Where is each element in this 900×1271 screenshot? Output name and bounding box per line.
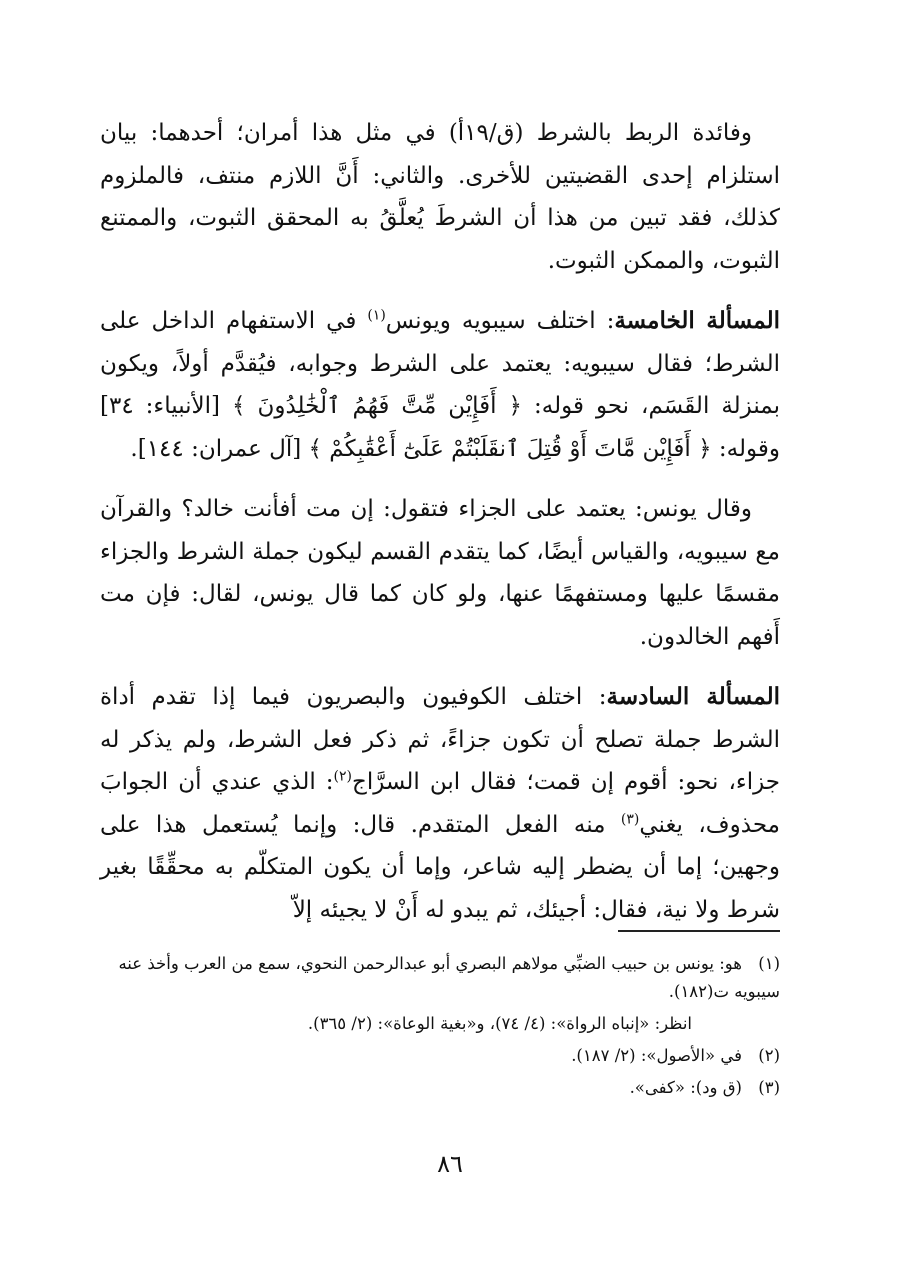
main-text — [100, 112, 780, 949]
footnote-1-reference — [100, 1010, 780, 1038]
footnote-text: في «الأصول»: (٢/ ١٨٧). — [571, 1046, 742, 1065]
paragraph-4 — [100, 676, 780, 931]
footnote-text: انظر: «إنباه الرواة»: (٤/ ٧٤)، و«بغية الوعاة»: (٢/ ٣٦٥). — [307, 1014, 692, 1033]
footnote-ref-3: (٣) — [620, 810, 640, 827]
footnotes — [100, 950, 780, 1106]
paragraph-2 — [100, 300, 780, 470]
paragraph-4-text-a: : اختلف الكوفيون والبصريون فيما إذا تقدم أداة الشرط جملة تصلح أن تكون جزاءً، ثم ذكر فعل الشرط، ولم يذكر له جزاء، نحو: أقوم إن قمت؛ فقال ابن السرَّاج — [100, 684, 780, 795]
footnote-3 — [100, 1074, 780, 1102]
paragraph-2-text-b: في الاستفهام الداخل على الشرط؛ فقال سيبويه: يعتمد على الشرط وجوابه، فيُقدَّم أولاً، ويكون بمنزلة القَسَم، نحو قوله: ﴿ أَفَإِيْن مِّتَّ فَهُمُ ٱلْخَٰلِدُونَ ﴾ [الأنبياء: ٣٤] وقوله: ﴿ أَفَإِيْن مَّاتَ أَوْ قُتِلَ ٱنقَلَبْتُمْ عَلَىٰٓ أَعْقَٰبِكُمْ ﴾ [آل عمران: ١٤٤]. — [100, 308, 780, 462]
footnote-2 — [100, 1042, 780, 1070]
footnote-text: (ق ود): «كفى». — [629, 1078, 742, 1097]
footnote-number: (١) — [758, 954, 780, 973]
footnote-1 — [100, 950, 780, 1006]
paragraph-1: وفائدة الربط بالشرط (ق/١٩أ) في مثل هذا أمران؛ أحدهما: بيان استلزام إحدى القضيتين للأخرى. والثاني: أَنَّ اللازم منتف، فالملزوم كذلك، فقد تبين من هذا أن الشرطَ يُعلَّقُ به المحقق الثبوت، والممتنع الثبوت، والممكن الثبوت. — [100, 120, 780, 274]
footnote-ref-1: (١) — [367, 307, 386, 324]
footnote-separator — [618, 930, 780, 932]
footnote-number: (٢) — [758, 1046, 780, 1065]
footnote-number: (٣) — [758, 1078, 780, 1097]
footnote-text: هو: يونس بن حبيب الضبِّي مولاهم البصري أبو عبدالرحمن النحوي، سمع من العرب وأخذ عنه سيبويه ت(١٨٢). — [118, 954, 780, 1001]
issue-heading-fifth: المسألة الخامسة — [614, 307, 780, 334]
paragraph-4-text-b: : الذي عندي أن الجوابَ محذوف، يغني — [100, 769, 780, 838]
paragraph-3: وقال يونس: يعتمد على الجزاء فتقول: إن مت أفأنت خالد؟ والقرآن مع سيبويه، والقياس أيضًا، كما يتقدم القسم ليكون جملة الشرط والجزاء مقسمًا عليها ومستفهمًا عنها، ولو كان كما قال يونس، لقال: فإن مت أَفهم الخالدون. — [100, 496, 780, 650]
paragraph-4-text-c: منه الفعل المتقدم. قال: وإنما يُستعمل هذا على وجهين؛ إما أن يضطر إليه شاعر، وإما أن يكون المتكلّم به محقِّقًا بغير شرط ولا نية، فقال: أجيئك، ثم يبدو له أَنْ لا يجيئه إلاّ — [100, 811, 780, 923]
paragraph-2-text-a: : اختلف سيبويه ويونس — [385, 308, 615, 334]
page-number: ٨٦ — [437, 1150, 463, 1178]
issue-heading-sixth: المسألة السادسة — [606, 683, 780, 710]
footnote-ref-2: (٢) — [333, 768, 352, 785]
